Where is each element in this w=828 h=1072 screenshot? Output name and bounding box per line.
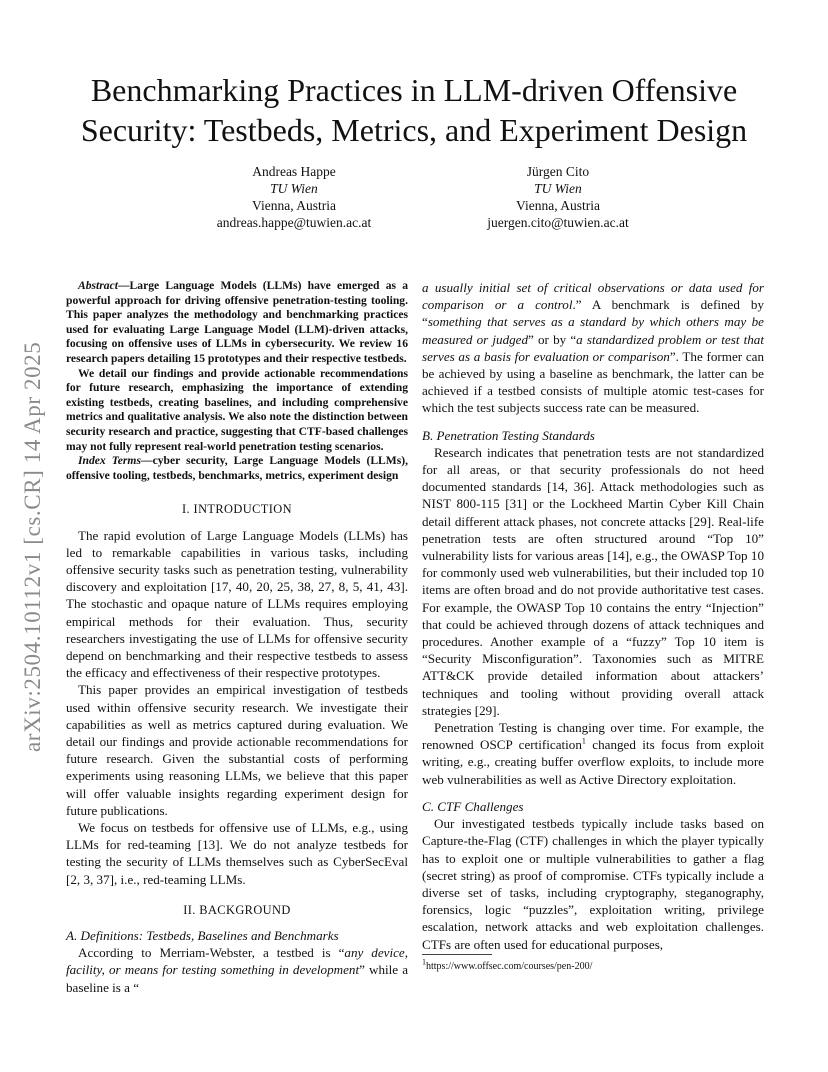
text-run-italic: a standardized problem or test that serves as a basis for evaluation or comparison — [422, 331, 764, 364]
abstract-p2: We detail our findings and provide actionable recommendations for future research, emphasizing the importance of extending existing testbeds, creating baselines, and including comprehensive metrics and qualitative analysis. We also note the distinction between security research and practice, suggesting that CTF-based challenges may not fully represent real-world penetration testing scenarios. — [66, 366, 408, 453]
footnote-ref[interactable]: 1 — [581, 736, 586, 746]
author-location: Vienna, Austria — [516, 198, 600, 213]
footnote-mark: 1 — [422, 957, 426, 967]
arxiv-id: arXiv:2504.10112v1 [cs.CR] 14 Apr 2025 — [20, 341, 45, 752]
footnote-rule — [422, 954, 492, 955]
background-a-p1-part1 — [66, 944, 408, 996]
author-name: Jürgen Cito — [526, 164, 590, 179]
section-heading-background: II. BACKGROUND — [183, 902, 291, 917]
text-run: According to Merriam-Webster, a testbed is “ — [78, 945, 345, 961]
subsection-a-heading: A. Definitions: Testbeds, Baselines and Benchmarks — [66, 927, 339, 943]
author-location: Vienna, Austria — [252, 198, 336, 213]
title-line-2: Security: Testbeds, Metrics, and Experiment Design — [80, 112, 748, 148]
author-block-2 — [438, 163, 678, 231]
text-run-italic: any device, facility, or means for testing something in development — [66, 945, 408, 978]
background-c-p1: Our investigated testbeds typically include tasks based on Capture-the-Flag (CTF) challenges in which the player typically has to exploit one or multiple vulnerabilities to gather a flag (secret string) as proof of compromise. CTFs typically include a diverse set of tasks, including cryptography, steganography, forensics, logic “puzzles”, exploitation writing, privilege escalation, network attacks and web exploitation challenges. CTFs are often used for educational purposes, — [422, 816, 764, 952]
arxiv-sidebar — [12, 262, 52, 762]
text-run: .” A benchmark is defined by “ — [422, 297, 764, 330]
section-heading-introduction: I. INTRODUCTION — [182, 502, 292, 517]
background-b-p2 — [422, 719, 764, 788]
intro-p3: We focus on testbeds for offensive use of LLMs, e.g., using LLMs for red-teaming [13]. We do not analyze testbeds for testing the security of LLMs themselves such as CyberSecEval [2, 3, 37], i.e., red-teaming LLMs. — [66, 819, 408, 887]
footnote — [422, 957, 593, 973]
abstract-label: Abstract — [78, 279, 118, 292]
left-column — [66, 279, 408, 996]
author-block-1 — [174, 163, 414, 231]
intro-p2: This paper provides an empirical investigation of testbeds used within offensive security research. We investigate their capabilities as well as metrics captured during evaluation. We detail our findings and provide actionable recommendations for future research. Given the substantial costs of performing experiments using reasoning LLMs, we believe that this paper will offer valuable insights regarding experiment design for future publications. — [66, 682, 408, 818]
text-run: ” or by “ — [528, 331, 577, 347]
text-run-italic: something that serves as a standard by which others may be measured or judged — [422, 314, 764, 347]
author-email: juergen.cito@tuwien.ac.at — [487, 215, 629, 230]
background-a-p1-part2 — [422, 279, 764, 417]
author-email: andreas.happe@tuwien.ac.at — [216, 215, 372, 230]
author-name: Andreas Happe — [252, 164, 336, 179]
text-run: ” while a baseline is a “ — [66, 962, 409, 995]
text-run: ”. The former can be achieved by using a baseline as benchmark, the latter can be achieved if a testbed consists of multiple atomic test-cases for which the test subjects success rate can be measured. — [422, 348, 764, 416]
subsection-c-heading: C. CTF Challenges — [422, 798, 524, 814]
intro-p1: The rapid evolution of Large Language Models (LLMs) has led to remarkable capabilities in various tasks, including offensive security tasks such as penetration testing, vulnerability discovery and exploitation [17, 40, 20, 25, 38, 27, 8, 5, 41, 43]. The stochastic and opaque nature of LLMs requires employing empirical methods for their evaluation. Thus, security researchers investigating the use of LLMs for offensive security depend on benchmarking and their respective testbeds to assess the efficacy and effectiveness of their respective prototypes. — [66, 527, 408, 681]
index-terms-label: Index Terms — [78, 454, 141, 468]
abstract-p1: —Large Language Models (LLMs) have emerged as a powerful approach for driving offensive penetration-testing tooling. This paper analyzes the methodology and benchmarking practices used for evaluating Large Language Model (LLM)-driven attacks, focusing on offensive uses of LLMs in cybersecurity. We review 16 research papers detailing 15 prototypes and their respective testbeds. — [66, 279, 408, 365]
index-terms: —cyber security, Large Language Models (LLMs), offensive tooling, testbeds, benchmarks, metrics, experiment design — [66, 454, 409, 482]
background-b-p1: Research indicates that penetration tests are not standardized for all areas, or that security professionals do not heed documented standards [14, 36]. Attack methodologies such as NIST 800-115 [31] or the Lockheed Martin Cyber Kill Chain detail different attack phases, not concrete attacks [29]. Real-life penetration tests are often structured around “Top 10” vulnerability lists for various areas [14], e.g., the OWASP Top 10 for commonly used web vulnerabilities, but their included top 10 items are often broad and do not provide authoritative test cases. For example, the OWASP Top 10 contains the entry “Injection” that could be achieved through dozens of attack techniques and procedures. Another example of a “fuzzy” Top 10 item is “Security Misconfiguration”. Taxonomies such as MITRE ATT&CK provide detailed information about attackers’ techniques and tooling without providing overall attack strategies [29]. — [422, 444, 764, 718]
abstract — [66, 279, 408, 483]
text-run: Penetration Testing is changing over time. For example, the renowned OSCP certification — [422, 720, 764, 753]
paper-title — [60, 70, 768, 150]
subsection-b-heading: B. Penetration Testing Standards — [422, 427, 595, 443]
right-column — [422, 279, 764, 953]
text-run: changed its focus from exploit writing, e.g., creating buffer overflow exploits, to include more web vulnerabilities as well as Active Directory exploitation. — [422, 737, 764, 787]
title-line-1: Benchmarking Practices in LLM-driven Offensive — [90, 72, 738, 108]
author-affiliation: TU Wien — [270, 181, 318, 196]
text-run-italic: a usually initial set of critical observations or data used for comparison or a control — [422, 280, 764, 313]
author-affiliation: TU Wien — [534, 181, 582, 196]
footnote-url[interactable]: https://www.offsec.com/courses/pen-200/ — [426, 961, 593, 972]
